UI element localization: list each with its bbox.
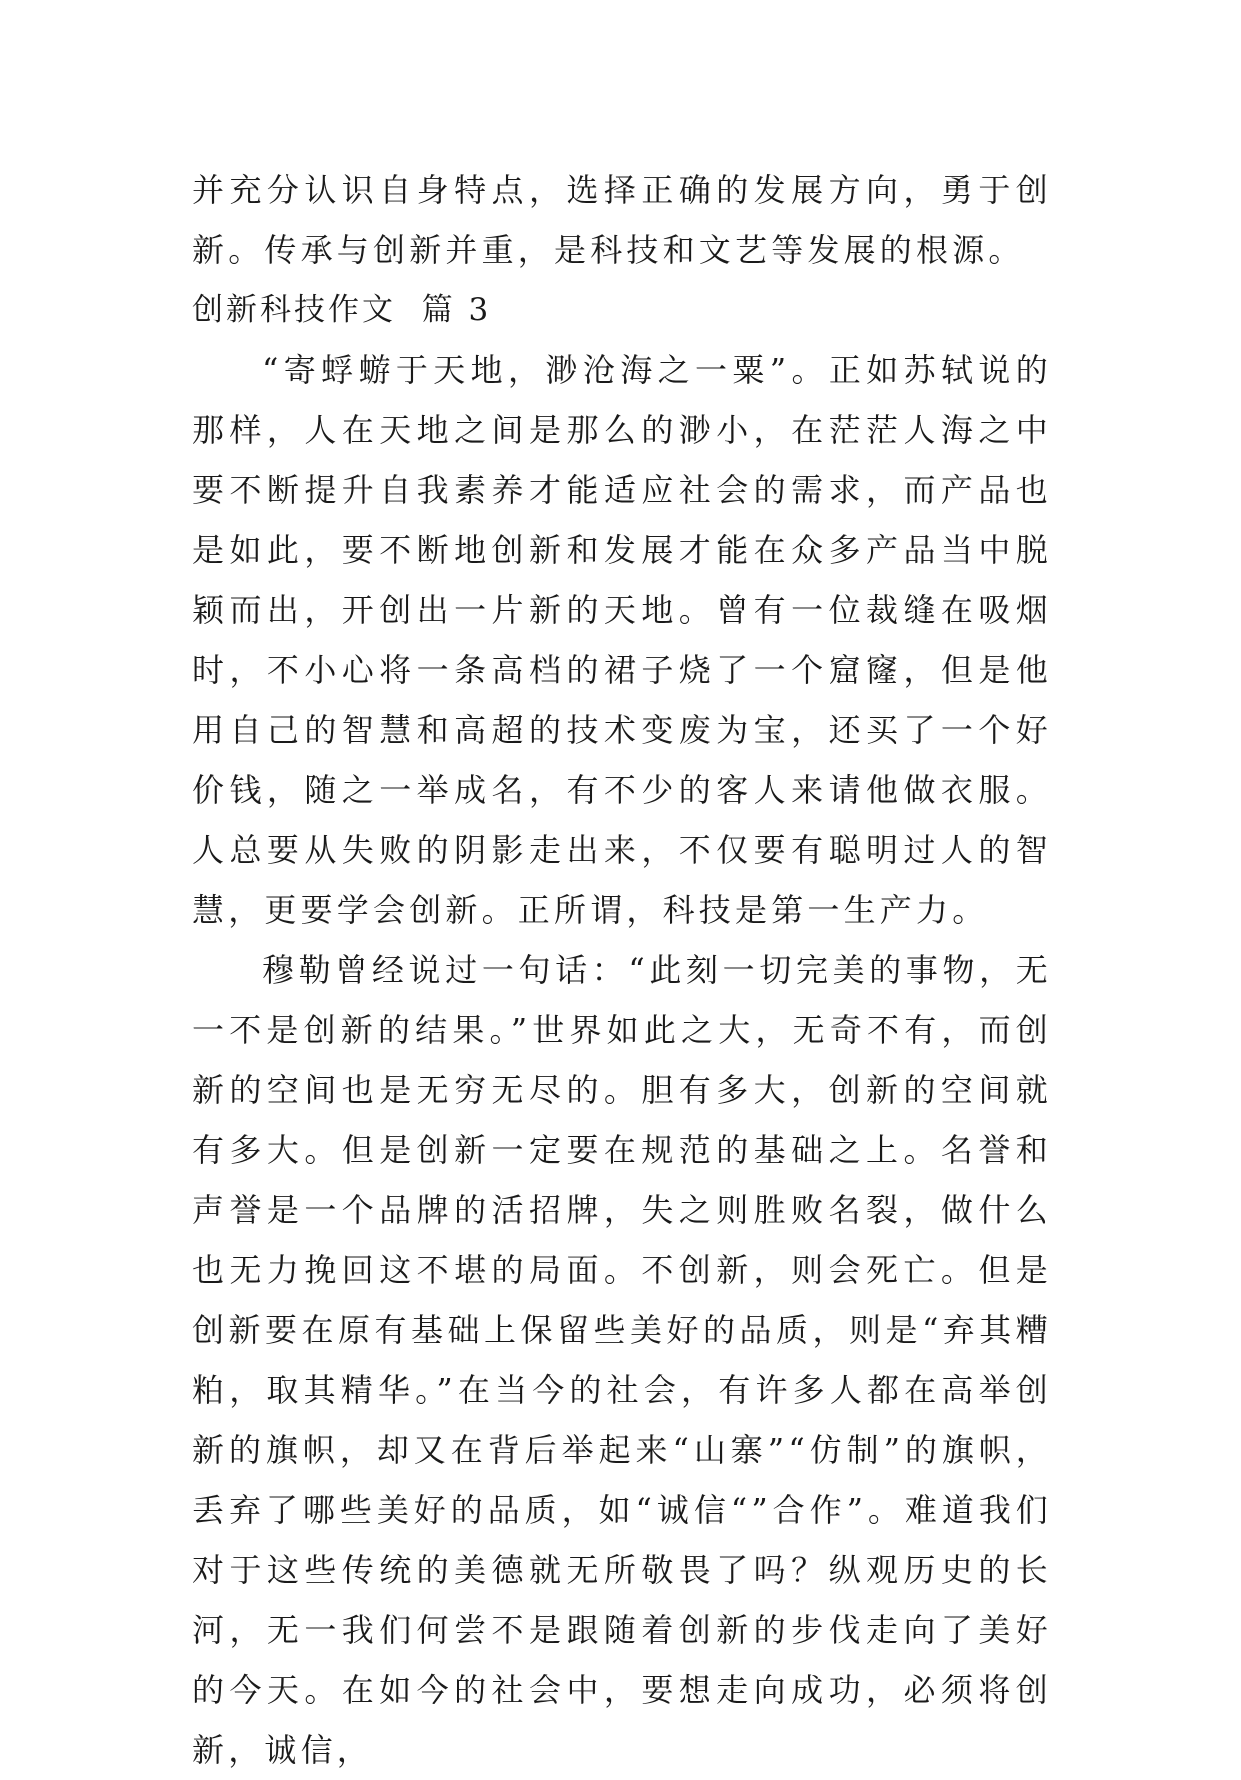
paragraph-1: “寄蜉蝣于天地，渺沧海之一粟”。正如苏轼说的那样，人在天地之间是那么的渺小，在茫茫人海之中要不断提升自我素养才能适应社会的需求，而产品也是如此，要不断地创新和发展才能在众多产品当中脱颖而出，开创出一片新的天地。曾有一位裁缝在吸烟时，不小心将一条高档的裙子烧了一个窟窿，但是他用自己的智慧和高超的技术变废为宝，还买了一个好价钱，随之一举成名，有不少的客人来请他做衣服。人总要从失败的阴影走出来，不仅要有聪明过人的智慧，更要学会创新。正所谓，科技是第一生产力。 bbox=[192, 351, 1052, 929]
section-heading: 创新科技作文 篇 3 bbox=[192, 292, 492, 328]
paragraph-continuation: 并充分认识自身特点，选择正确的发展方向，勇于创新。传承与创新并重，是科技和文艺等发展的根源。 bbox=[192, 171, 1052, 269]
paragraph-2: 穆勒曾经说过一句话：“此刻一切完美的事物，无一不是创新的结果。”世界如此之大，无奇不有，而创新的空间也是无穷无尽的。胆有多大，创新的空间就有多大。但是创新一定要在规范的基础之上。名誉和声誉是一个品牌的活招牌，失之则胜败名裂，做什么也无力挽回这不堪的局面。不创新，则会死亡。但是创新要在原有基础上保留些美好的品质，则是“弃其糟粕，取其精华。”在当今的社会，有许多人都在高举创新的旗帜，却又在背后举起来“山寨”“仿制”的旗帜，丢弃了哪些美好的品质，如“诚信“”合作”。难道我们对于这些传统的美德就无所敬畏了吗？纵观历史的长河，无一我们何尝不是跟随着创新的步伐走向了美好的今天。在如今的社会中，要想走向成功，必须将创新，诚信， bbox=[192, 951, 1052, 1769]
document-body bbox=[192, 160, 1052, 1780]
